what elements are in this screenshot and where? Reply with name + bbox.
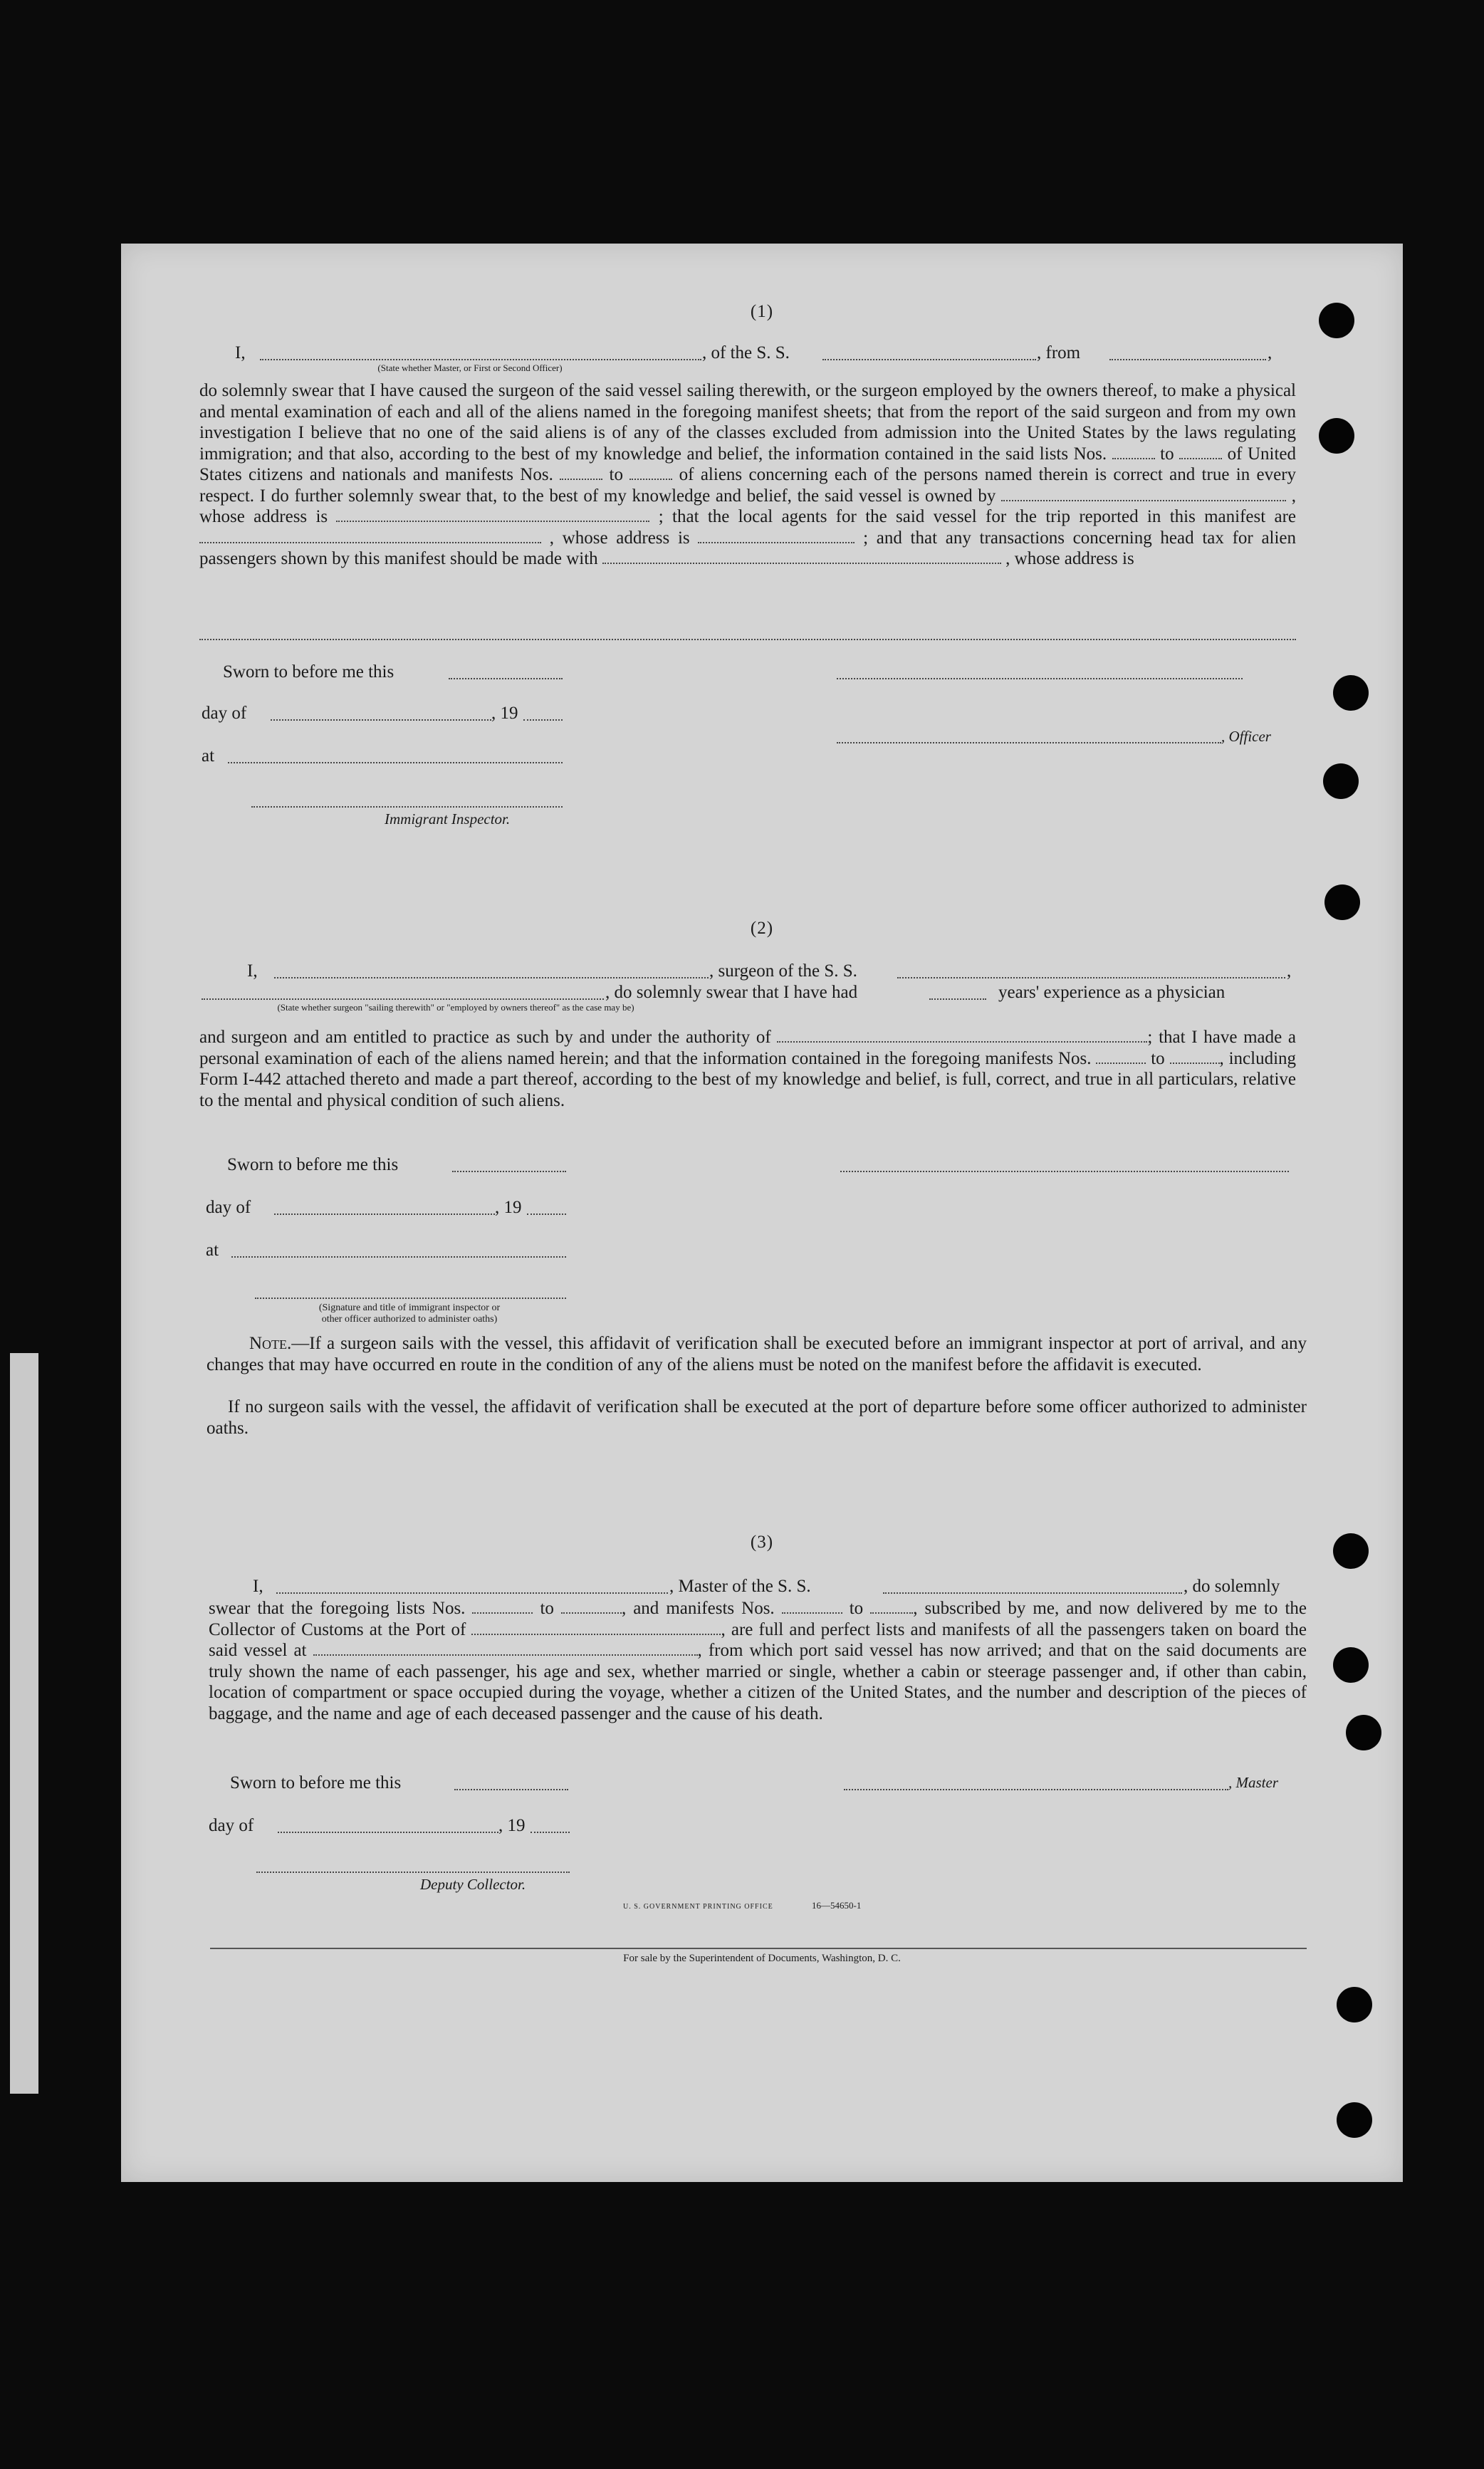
note-label: Note. (249, 1334, 292, 1353)
section-1-body-2: of United States citizens and nationals and manifests Nos. (199, 444, 1297, 484)
section-1-affidavit-text (199, 380, 1296, 570)
master-vessel-blank (883, 1592, 1182, 1594)
month-blank-2 (274, 1213, 495, 1215)
owner-blank (1001, 487, 1286, 501)
officer-title-line (837, 742, 1221, 743)
section-3-day-of: day of (209, 1816, 254, 1835)
lists-from-blank (1112, 445, 1155, 459)
section-3-body-4: , are full and perfect lists and manifests of all the passengers taken on board the said vessel at (209, 1619, 1307, 1660)
signature-note-2: other officer authorized to administer oaths) (321, 1314, 498, 1325)
signature-note-1: (Signature and title of immigrant inspector or (318, 1303, 501, 1313)
section-1-body-3: of aliens concerning each of the persons named therein is correct and true in every respect. I do further solemnly swear that, to the best of my knowledge and belief, the said vessel is owned by (199, 465, 1297, 506)
section-1-body-4: , whose address is (199, 486, 1296, 526)
section-1-body-6: , whose address is (549, 528, 690, 548)
section-1-day-of: day of (202, 704, 247, 723)
section-2-affidavit-text (199, 1027, 1296, 1111)
section-1-year: , 19 (491, 704, 518, 723)
for-sale-notice: For sale by the Superintendent of Documents, Washington, D. C. (623, 1953, 901, 1964)
binder-hole (1333, 1533, 1369, 1569)
binder-hole (1333, 1647, 1369, 1683)
section-3-body-2: , and manifests Nos. (621, 1599, 775, 1618)
head-tax-party-blank (602, 550, 1001, 564)
note-paragraph-2 (207, 1397, 1307, 1439)
month-blank-1 (271, 719, 491, 721)
section-1-from: , from (1037, 343, 1081, 362)
local-agents-blank (199, 529, 541, 543)
section-2-sworn: Sworn to before me this (227, 1155, 399, 1174)
manifests-from-blank-3 (782, 1599, 842, 1614)
officer-signature-line-2 (255, 1298, 566, 1299)
section-2-comma: , (1287, 961, 1292, 981)
section-3-heading: (3) (750, 1533, 774, 1552)
section-3-i: I, (253, 1577, 263, 1596)
section-2-semicolon: ; (1147, 1028, 1153, 1047)
port-of-arrival-blank (471, 1621, 721, 1635)
note-text-1: —If a surgeon sails with the vessel, this affidavit of verification shall be executed before an immigrant inspector at port of arrival, and any changes that may have occurred en route in the condition of any of the aliens must be noted on the manifest before the affidavit is executed. (207, 1334, 1307, 1374)
section-3-body-5: , from which port said vessel has now arrived; and that on the said documents are truly shown the name of each passenger, his age and sex, whether married or single, whether a cabin or steerage passenger and, if other than cabin, location of compartment or space occupied during the voyage, whether a citizen of the United States, and the number and description of the pieces of baggage, and the name and age of each deceased passenger and the cause of his death. (209, 1641, 1307, 1723)
place-blank-2 (231, 1256, 566, 1258)
master-name-blank (276, 1592, 668, 1594)
agents-address-blank (698, 529, 855, 543)
head-tax-address-blank (199, 639, 1296, 640)
note-text-2: If no surgeon sails with the vessel, the affidavit of verification shall be executed at the port of departure before some officer authorized to administer oaths. (207, 1397, 1307, 1438)
year-blank-1 (523, 719, 563, 721)
section-3-body-1: swear that the foregoing lists Nos. (209, 1599, 466, 1618)
manifests-from-blank-2 (1096, 1050, 1146, 1064)
surgeon-status-blank (202, 998, 604, 1000)
officer-rank-note: (State whether Master, or First or Second Officer) (377, 362, 563, 373)
lists-to-blank-3 (561, 1599, 622, 1614)
officer-rank-blank (260, 359, 701, 360)
section-3-sworn: Sworn to before me this (230, 1773, 402, 1792)
section-2-day-of: day of (206, 1198, 251, 1217)
footer-rule (210, 1948, 1307, 1949)
section-2-body-1: and surgeon and am entitled to practice as such by and under the authority of (199, 1028, 771, 1047)
owner-address-blank (336, 508, 649, 522)
sworn-date-blank-1 (449, 678, 563, 679)
section-1-body-5: ; that the local agents for the said vessel for the trip reported in this manifest are (658, 507, 1297, 526)
section-1-i: I, (235, 343, 246, 362)
section-2-to: to (1151, 1048, 1165, 1068)
section-3-master-of: , Master of the S. S. (669, 1577, 811, 1596)
port-from-blank (1109, 359, 1266, 360)
binder-hole (1337, 2102, 1372, 2138)
surgeon-vessel-blank (897, 977, 1285, 978)
form-number: 16—54650-1 (812, 1900, 862, 1911)
surgeon-status-note: (State whether surgeon "sailing therewith" or "employed by owners thereof" as the case may be) (277, 1002, 634, 1013)
binder-hole (1319, 418, 1354, 454)
surgeon-signature-line (840, 1171, 1289, 1172)
adjacent-page-edge (10, 1353, 38, 2094)
binder-hole (1324, 884, 1360, 920)
sworn-date-blank-2 (452, 1171, 566, 1172)
year-blank-3 (531, 1832, 570, 1833)
port-of-departure-blank (313, 1641, 698, 1656)
deputy-collector-signature-line (256, 1872, 570, 1873)
note-paragraph-1 (207, 1333, 1307, 1375)
section-2-body-3: , including Form I-442 attached thereto and made a part thereof, according to the best of my knowledge and belief, is full, correct, and true in all particulars, relative to the mental and physical condition of such aliens. (199, 1048, 1297, 1110)
section-2-body-2: that I have made a personal examination of each of the aliens named herein; and that the information contained in the foregoing manifests Nos. (199, 1028, 1297, 1068)
binder-hole (1319, 303, 1354, 338)
section-2-i: I, (247, 961, 258, 981)
place-blank-1 (228, 762, 563, 763)
deputy-collector-caption: Deputy Collector. (420, 1876, 526, 1893)
section-1-at: at (202, 746, 215, 766)
section-1-body-8: , whose address is (1005, 549, 1134, 568)
vessel-name-blank (822, 359, 1036, 360)
years-blank (929, 998, 986, 1000)
section-1-sworn: Sworn to before me this (223, 662, 394, 682)
section-3-affidavit-text (209, 1598, 1307, 1724)
officer-signature-line (837, 678, 1243, 679)
section-1-body-1: do solemnly swear that I have caused the surgeon of the said vessel sailing therewith, or the surgeon employed by the owners thereof, to make a physical and mental examination of each and all of the aliens named in the foregoing manifest sheets; that from the report of the said surgeon and from my own investigation I believe that no one of the said aliens is of any of the classes excluded from admission into the United States by the laws regulating immigration; and that also, according to the best of my knowledge and belief, the information contained in the said lists Nos. (199, 381, 1296, 464)
section-1-heading: (1) (750, 302, 774, 321)
master-caption: , Master (1228, 1774, 1278, 1791)
inspector-signature-line (251, 806, 563, 808)
section-3-to-2: to (849, 1599, 864, 1618)
section-1-comma: , (1268, 343, 1273, 362)
master-signature-line (844, 1789, 1228, 1790)
section-2-years: years' experience as a physician (998, 983, 1226, 1002)
manifests-from-blank (560, 466, 602, 480)
section-2-at: at (206, 1241, 219, 1260)
document-page (121, 244, 1403, 2182)
section-1-of-ss: , of the S. S. (702, 343, 790, 362)
section-1-to-1: to (1160, 444, 1174, 464)
month-blank-3 (278, 1832, 498, 1833)
binder-hole (1323, 763, 1359, 799)
section-2-swear: , do solemnly swear that I have had (605, 983, 858, 1002)
section-3-body-3: , subscribed by me, and now delivered by me to the Collector of Customs at the Port of (209, 1599, 1307, 1639)
lists-to-blank (1179, 445, 1222, 459)
binder-hole (1346, 1715, 1381, 1750)
manifests-to-blank-2 (1170, 1050, 1220, 1064)
section-1-body-7: ; and that any transactions concerning head tax for alien passengers shown by this manifest should be made with (199, 528, 1297, 568)
immigrant-inspector-caption: Immigrant Inspector. (385, 810, 511, 828)
binder-hole (1333, 675, 1369, 711)
section-2-surgeon-of: , surgeon of the S. S. (709, 961, 857, 981)
printing-office-imprint: U. S. GOVERNMENT PRINTING OFFICE (623, 1903, 773, 1911)
section-3-year: , 19 (498, 1816, 526, 1835)
section-3-solemnly: , do solemnly (1183, 1577, 1280, 1596)
lists-from-blank-3 (472, 1599, 533, 1614)
manifests-to-blank-3 (870, 1599, 913, 1614)
authority-blank (777, 1028, 1147, 1043)
section-2-heading: (2) (750, 919, 774, 938)
sworn-date-blank-3 (454, 1789, 568, 1790)
section-3-to-1: to (540, 1599, 554, 1618)
surgeon-name-blank (274, 977, 709, 978)
officer-caption: , Officer (1221, 728, 1271, 745)
section-2-year: , 19 (495, 1198, 522, 1217)
manifests-to-blank (629, 466, 672, 480)
binder-hole (1337, 1987, 1372, 2022)
section-1-to-2: to (609, 465, 623, 484)
year-blank-2 (527, 1213, 566, 1215)
